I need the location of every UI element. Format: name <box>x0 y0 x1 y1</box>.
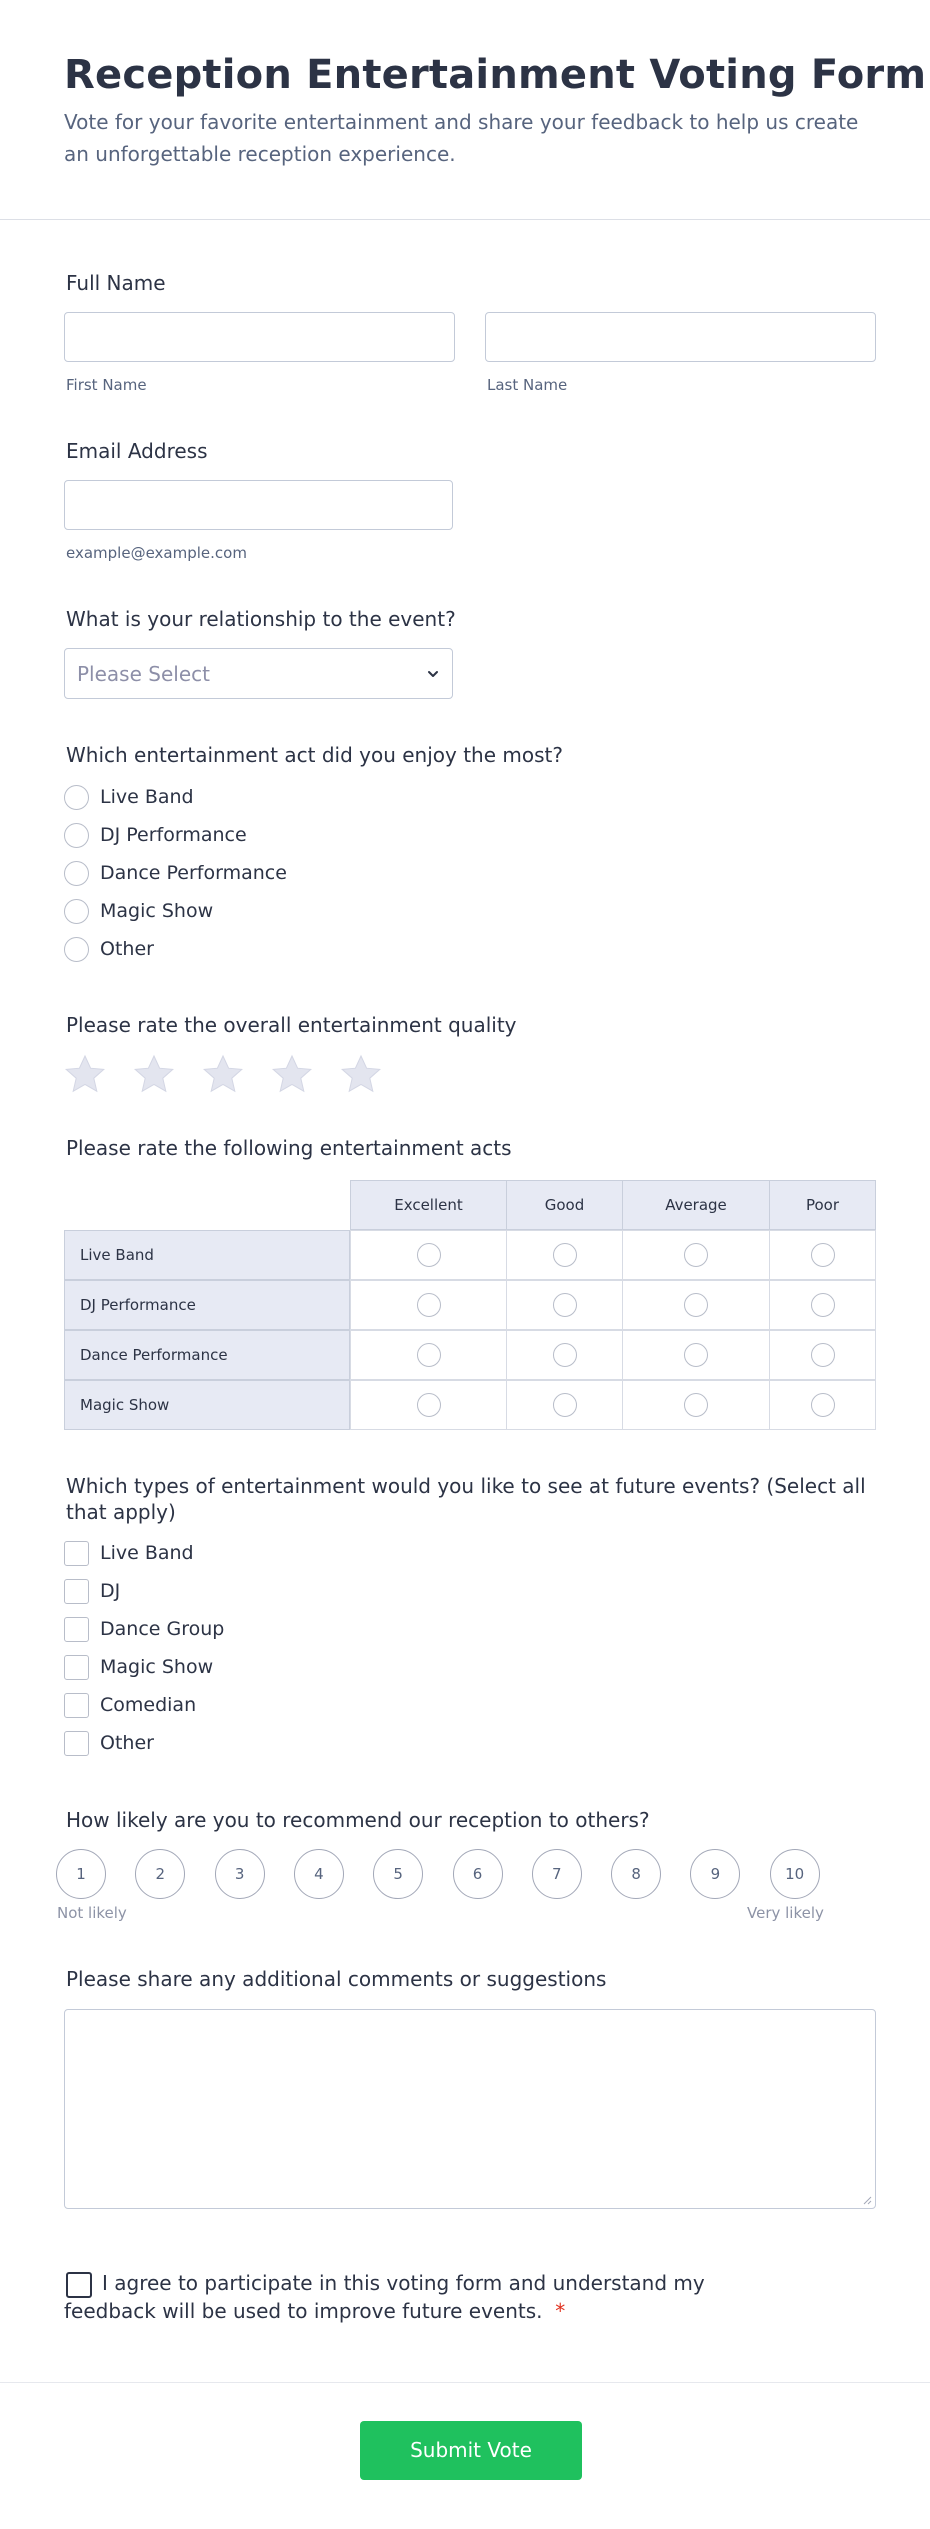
scale-option-9[interactable]: 9 <box>690 1849 740 1899</box>
matrix-radio-button[interactable] <box>811 1243 835 1267</box>
comments-label: Please share any additional comments or suggestions <box>66 1967 607 1991</box>
radio-button[interactable] <box>64 785 89 810</box>
option-label: Magic Show <box>100 900 214 922</box>
matrix-radio-button[interactable] <box>553 1393 577 1417</box>
matrix-cell <box>350 1330 507 1380</box>
matrix-cell <box>350 1380 507 1430</box>
matrix-radio-button[interactable] <box>684 1393 708 1417</box>
option-label: Magic Show <box>100 1656 214 1678</box>
option-label: DJ <box>100 1580 121 1602</box>
matrix-radio-button[interactable] <box>417 1343 441 1367</box>
resize-handle-icon[interactable] <box>862 2195 872 2205</box>
matrix-radio-button[interactable] <box>811 1293 835 1317</box>
matrix-radio-button[interactable] <box>417 1243 441 1267</box>
form-header <box>0 0 930 220</box>
matrix-label: Please rate the following entertainment acts <box>66 1136 512 1160</box>
required-marker: * <box>555 2299 566 2323</box>
matrix-cell <box>506 1330 623 1380</box>
form-description: Vote for your favorite entertainment and share your feedback to help us create an unforgettable reception experience. <box>64 110 859 166</box>
recommend-label: How likely are you to recommend our reception to others? <box>66 1808 650 1832</box>
recommend-scale <box>56 1849 886 1901</box>
favorite-act-label: Which entertainment act did you enjoy the most? <box>66 743 563 767</box>
matrix-cell <box>769 1380 876 1430</box>
rating-matrix <box>64 1180 876 1430</box>
matrix-radio-button[interactable] <box>684 1243 708 1267</box>
relationship-select[interactable] <box>64 648 453 699</box>
star-icon[interactable] <box>271 1054 313 1094</box>
scale-option-6[interactable]: 6 <box>453 1849 503 1899</box>
agreement-label <box>64 2269 784 2325</box>
chevron-down-icon <box>426 667 440 681</box>
option-label: Dance Group <box>100 1618 225 1640</box>
matrix-radio-button[interactable] <box>811 1393 835 1417</box>
scale-option-5[interactable]: 5 <box>373 1849 423 1899</box>
star-icon[interactable] <box>202 1054 244 1094</box>
radio-button[interactable] <box>64 899 89 924</box>
scale-option-4[interactable]: 4 <box>294 1849 344 1899</box>
checkbox[interactable] <box>64 1655 89 1680</box>
radio-button[interactable] <box>64 823 89 848</box>
rating-label: Please rate the overall entertainment quality <box>66 1013 517 1037</box>
email-sublabel: example@example.com <box>66 544 247 562</box>
matrix-radio-button[interactable] <box>684 1293 708 1317</box>
matrix-radio-button[interactable] <box>553 1293 577 1317</box>
matrix-cell <box>350 1280 507 1330</box>
matrix-row-label: DJ Performance <box>64 1280 350 1330</box>
matrix-radio-button[interactable] <box>811 1343 835 1367</box>
matrix-cell <box>769 1330 876 1380</box>
option-label: Other <box>100 938 154 960</box>
submit-button[interactable]: Submit Vote <box>360 2421 582 2480</box>
relationship-selected-value: Please Select <box>77 662 210 686</box>
scale-option-8[interactable]: 8 <box>611 1849 661 1899</box>
matrix-row-label: Magic Show <box>64 1380 350 1430</box>
checkbox[interactable] <box>64 1731 89 1756</box>
checkbox[interactable] <box>64 1693 89 1718</box>
relationship-label: What is your relationship to the event? <box>66 607 456 631</box>
matrix-row-label: Dance Performance <box>64 1330 350 1380</box>
matrix-cell <box>350 1230 507 1280</box>
form-title: Reception Entertainment Voting Form <box>64 52 927 98</box>
comments-textarea[interactable] <box>64 2009 876 2209</box>
option-label: DJ Performance <box>100 824 247 846</box>
checkbox[interactable] <box>64 1579 89 1604</box>
last-name-sublabel: Last Name <box>487 376 568 394</box>
scale-option-10[interactable]: 10 <box>770 1849 820 1899</box>
scale-low-label: Not likely <box>57 1904 127 1922</box>
email-label: Email Address <box>66 439 208 463</box>
option-label: Live Band <box>100 786 194 808</box>
scale-option-7[interactable]: 7 <box>532 1849 582 1899</box>
star-rating[interactable] <box>64 1054 464 1096</box>
option-label: Comedian <box>100 1694 197 1716</box>
matrix-radio-button[interactable] <box>417 1393 441 1417</box>
matrix-column-header: Poor <box>769 1180 876 1230</box>
star-icon[interactable] <box>64 1054 106 1094</box>
star-icon[interactable] <box>133 1054 175 1094</box>
scale-option-3[interactable]: 3 <box>215 1849 265 1899</box>
checkbox[interactable] <box>64 1617 89 1642</box>
first-name-sublabel: First Name <box>66 376 147 394</box>
future-types-label: Which types of entertainment would you like to see at future events? (Select all that apply) <box>66 1474 866 1524</box>
radio-button[interactable] <box>64 861 89 886</box>
agreement-text: I agree to participate in this voting form and understand my feedback will be used to improve future events. <box>64 2271 705 2323</box>
matrix-cell <box>769 1230 876 1280</box>
matrix-cell <box>622 1280 770 1330</box>
full-name-label: Full Name <box>66 271 166 295</box>
matrix-cell <box>769 1280 876 1330</box>
matrix-cell <box>622 1380 770 1430</box>
option-label: Live Band <box>100 1542 194 1564</box>
matrix-radio-button[interactable] <box>684 1343 708 1367</box>
matrix-column-header: Good <box>506 1180 623 1230</box>
last-name-input[interactable] <box>485 312 876 362</box>
checkbox[interactable] <box>64 1541 89 1566</box>
footer-divider <box>0 2382 930 2383</box>
matrix-column-header: Average <box>622 1180 770 1230</box>
matrix-cell <box>506 1230 623 1280</box>
radio-button[interactable] <box>64 937 89 962</box>
matrix-radio-button[interactable] <box>553 1343 577 1367</box>
scale-option-2[interactable]: 2 <box>135 1849 185 1899</box>
matrix-radio-button[interactable] <box>417 1293 441 1317</box>
option-label: Dance Performance <box>100 862 287 884</box>
matrix-cell <box>506 1280 623 1330</box>
scale-option-1[interactable]: 1 <box>56 1849 106 1899</box>
matrix-column-header: Excellent <box>350 1180 507 1230</box>
email-input[interactable] <box>64 480 453 530</box>
matrix-cell <box>506 1380 623 1430</box>
first-name-input[interactable] <box>64 312 455 362</box>
matrix-cell <box>622 1230 770 1280</box>
star-icon[interactable] <box>340 1054 382 1094</box>
option-label: Other <box>100 1732 154 1754</box>
matrix-radio-button[interactable] <box>553 1243 577 1267</box>
scale-high-label: Very likely <box>747 1904 824 1922</box>
matrix-cell <box>622 1330 770 1380</box>
matrix-row-label: Live Band <box>64 1230 350 1280</box>
